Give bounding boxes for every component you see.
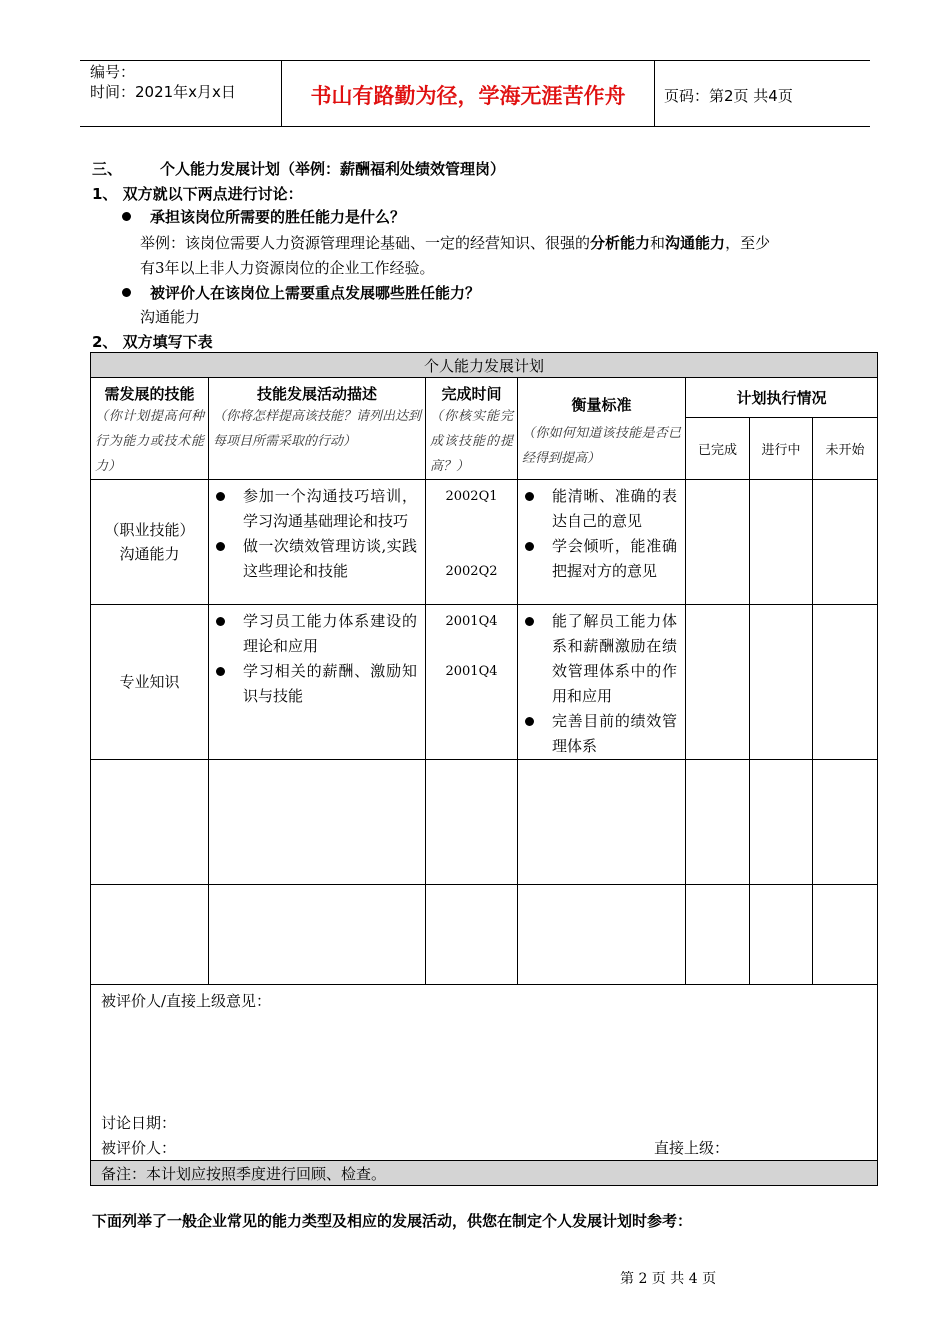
status-done-header: 已完成: [686, 417, 750, 479]
col-activity-title: 技能发展活动描述: [256, 385, 377, 403]
table-row: [91, 480, 878, 605]
criteria-cell: [518, 480, 686, 605]
col-activity-hint: （你将怎样提高该技能？请列出达到每项目所需采取的行动）: [213, 409, 422, 449]
time-value: 2002Q1: [445, 489, 498, 504]
question-1: 承担该岗位所需要的胜任能力是什么？: [150, 208, 406, 226]
status-in-progress-cell[interactable]: [750, 480, 813, 605]
status-not-started-cell[interactable]: [813, 605, 878, 760]
time-cell: [426, 605, 518, 760]
status-done-cell[interactable]: [686, 605, 750, 760]
table-note: 备注：本计划应按照季度进行回顾、检查。: [91, 1161, 878, 1186]
list-item: 完善目前的绩效管理体系: [522, 709, 677, 759]
empty-cell[interactable]: [750, 885, 813, 985]
table-row: [91, 605, 878, 760]
header-divider-2: [654, 60, 655, 127]
col-activity-header: [209, 378, 426, 480]
list-item: 学习员工能力体系建设的理论和应用: [213, 609, 417, 659]
time-value: 2001Q4: [445, 614, 498, 629]
list-item: 参加一个沟通技巧培训，学习沟通基础理论和技巧: [213, 484, 417, 534]
item-1: 1、 双方就以下两点进行讨论：: [92, 185, 303, 203]
question-2: 被评价人在该岗位上需要重点发展哪些胜任能力？: [150, 284, 481, 302]
bullet-icon: [122, 212, 131, 221]
bullet-icon: [122, 288, 131, 297]
skill-name: 专业知识: [119, 673, 180, 691]
bullet-icon: [216, 667, 225, 676]
list-item: 学习相关的薪酬、激励知识与技能: [213, 659, 417, 709]
bullet-icon: [216, 542, 225, 551]
empty-cell[interactable]: [426, 885, 518, 985]
header-top-rule: [80, 60, 870, 61]
time-label: 时间：2021年x月x日: [90, 83, 236, 101]
section-title-number: 三、: [92, 160, 123, 178]
col-skill-title: 需发展的技能: [104, 385, 195, 403]
example-emphasis-1: 分析能力: [590, 234, 651, 252]
col-criteria-hint: （你如何知道该技能是否已经得到提高）: [522, 426, 681, 466]
empty-cell[interactable]: [686, 760, 750, 885]
bullet-icon: [525, 717, 534, 726]
section-title: 个人能力发展计划（举例：薪酬福利处绩效管理岗）: [160, 160, 506, 178]
status-in-progress-header: 进行中: [750, 417, 813, 479]
header-bottom-rule: [80, 126, 870, 127]
empty-cell[interactable]: [91, 885, 209, 985]
bullet-icon: [216, 492, 225, 501]
opinion-label: 被评价人/直接上级意见：: [101, 992, 272, 1010]
status-done-cell[interactable]: [686, 480, 750, 605]
criteria-cell: [518, 605, 686, 760]
supervisor-label: 直接上级：: [654, 1139, 730, 1157]
example-line-1: [140, 232, 770, 253]
serial-label: 编号：: [90, 63, 136, 81]
header-page-info: 页码：第2页 共4页: [664, 87, 793, 105]
list-item: 能清晰、准确的表达自己的意见: [522, 484, 677, 534]
bullet-icon: [525, 492, 534, 501]
list-item: 能了解员工能力体系和薪酬激励在绩效管理体系中的作用和应用: [522, 609, 677, 709]
skill-name: 沟通能力: [119, 545, 180, 563]
example-line-2: 有3年以上非人力资源岗位的企业工作经验。: [140, 259, 435, 277]
discussion-date-label: 讨论日期：: [101, 1114, 177, 1132]
col-time-title: 完成时间: [441, 385, 502, 403]
development-plan-table: [90, 352, 878, 1186]
activity-cell: [209, 480, 426, 605]
activity-cell: [209, 605, 426, 760]
table-title: 个人能力发展计划: [91, 353, 878, 378]
col-criteria-header: [518, 378, 686, 480]
example-text-a: 举例：该岗位需要人力资源管理理论基础、一定的经营知识、很强的: [140, 234, 591, 252]
empty-cell[interactable]: [209, 885, 426, 985]
opinion-cell[interactable]: [91, 985, 878, 1161]
empty-cell[interactable]: [518, 885, 686, 985]
col-status-header: 计划执行情况: [686, 378, 878, 418]
time-value: 2001Q4: [445, 664, 498, 679]
col-skill-hint: （你计划提高何种行为能力或技术能力）: [95, 409, 204, 474]
skill-cell: [91, 605, 209, 760]
page-number: 第 2 页 共 4 页: [620, 1271, 717, 1287]
bullet-icon: [216, 617, 225, 626]
example-text-c: ，至少: [725, 234, 771, 252]
item-2: 2、 双方填写下表: [92, 333, 213, 351]
time-value: 2002Q2: [445, 564, 498, 579]
status-in-progress-cell[interactable]: [750, 605, 813, 760]
evaluated-person-label: 被评价人：: [101, 1139, 177, 1157]
reference-intro: 下面列举了一般企业常见的能力类型及相应的发展活动，供您在制定个人发展计划时参考：: [92, 1212, 693, 1230]
empty-cell[interactable]: [813, 885, 878, 985]
empty-cell[interactable]: [518, 760, 686, 885]
example-text-and: 和: [650, 234, 666, 252]
skill-type: （职业技能）: [104, 521, 195, 539]
bullet-icon: [525, 617, 534, 626]
list-item: 学会倾听，能准确把握对方的意见: [522, 534, 677, 584]
example-emphasis-2: 沟通能力: [665, 234, 726, 252]
empty-cell[interactable]: [686, 885, 750, 985]
list-item: 做一次绩效管理访谈,实践这些理论和技能: [213, 534, 417, 584]
col-time-header: [426, 378, 518, 480]
answer-2: 沟通能力: [140, 308, 201, 326]
status-not-started-header: 未开始: [813, 417, 878, 479]
header-motto: 书山有路勤为径，学海无涯苦作舟: [310, 84, 626, 108]
header-meta: [90, 62, 236, 102]
empty-cell[interactable]: [209, 760, 426, 885]
opinion-row: [91, 985, 878, 1161]
col-skill-header: [91, 378, 209, 480]
empty-cell[interactable]: [91, 760, 209, 885]
status-not-started-cell[interactable]: [813, 480, 878, 605]
time-cell: [426, 480, 518, 605]
col-criteria-title: 衡量标准: [571, 396, 632, 414]
table-row-empty: [91, 760, 878, 885]
empty-cell[interactable]: [426, 760, 518, 885]
empty-cell[interactable]: [813, 760, 878, 885]
empty-cell[interactable]: [750, 760, 813, 885]
table-row-empty: [91, 885, 878, 985]
bullet-icon: [525, 542, 534, 551]
skill-cell: [91, 480, 209, 605]
col-time-hint: （你核实能完成该技能的提高？）: [430, 409, 513, 474]
